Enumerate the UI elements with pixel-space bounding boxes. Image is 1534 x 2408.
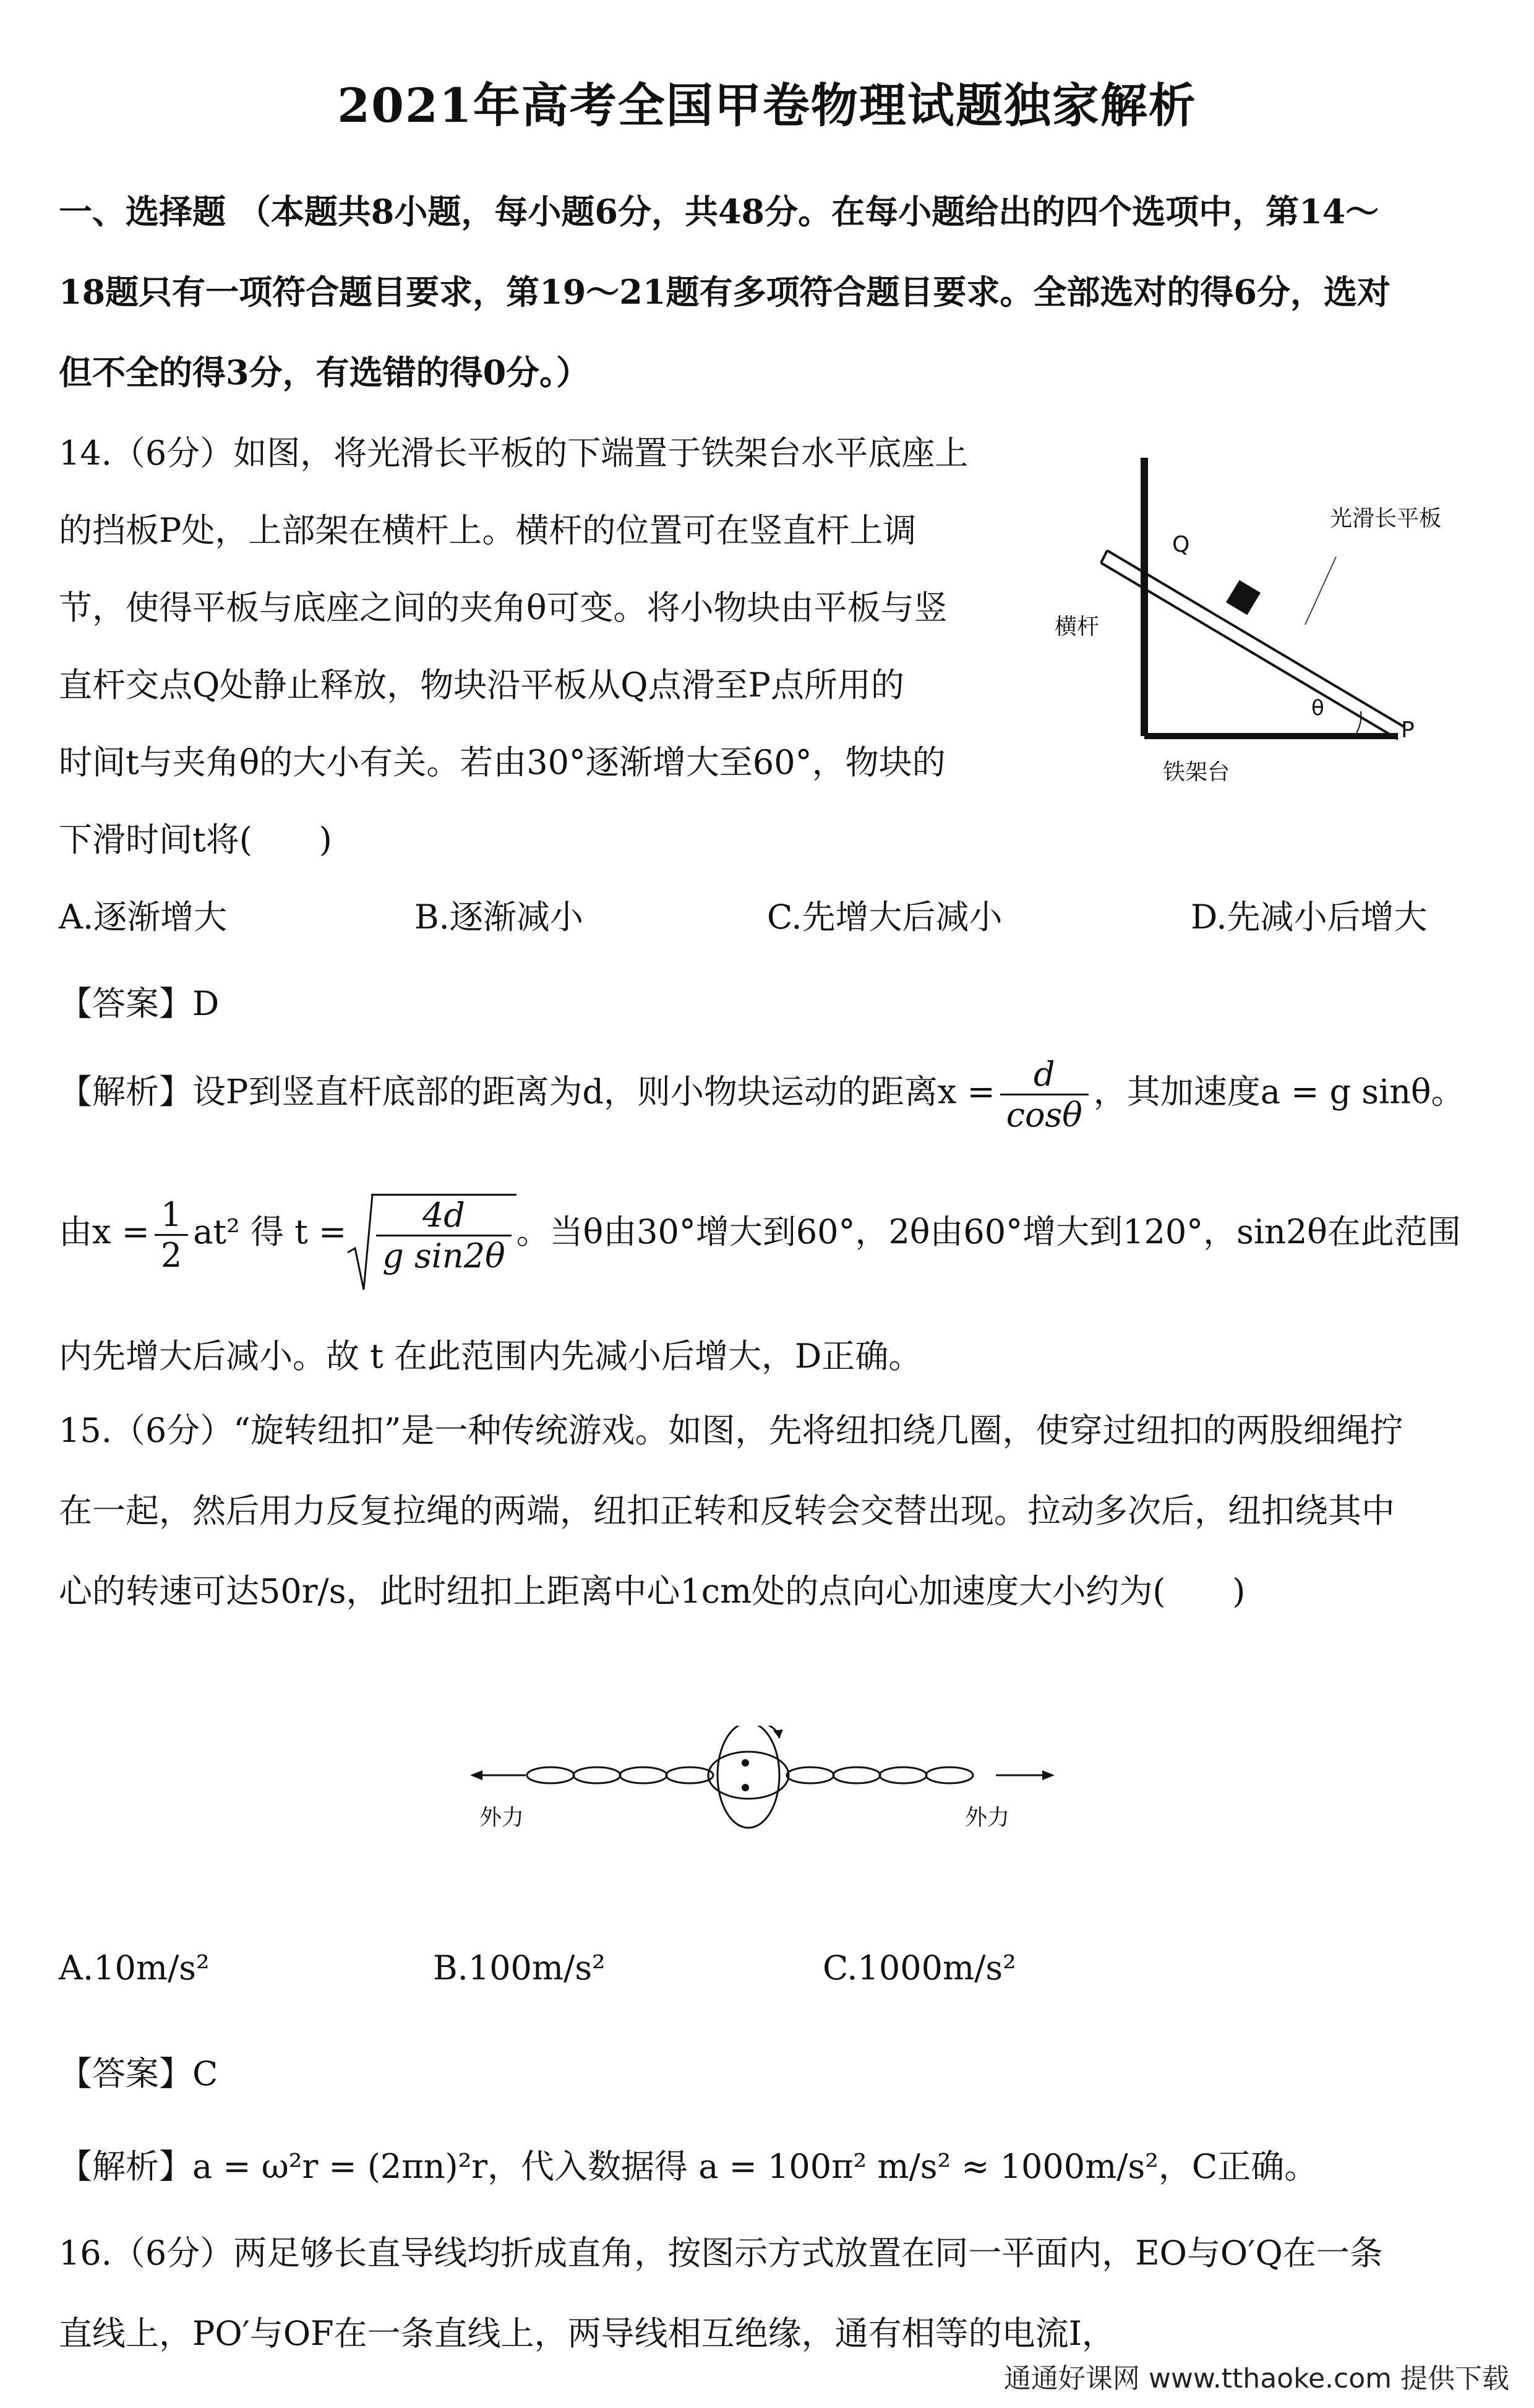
q15-text-line-2: 在一起，然后用力反复拉绳的两端，纽扣正转和反转会交替出现。拉动多次后，纽扣绕其中 (59, 1491, 1395, 1530)
q15-text-line-1: 15.（6分）“旋转纽扣”是一种传统游戏。如图，先将纽扣绕几圈，使穿过纽扣的两股细绳拧 (59, 1411, 1403, 1450)
q14-text-line-5: 时间t与夹角θ的大小有关。若由30°逐渐增大至60°，物块的 (59, 743, 946, 782)
q14-fraction-d-over-cos (1000, 1055, 1089, 1134)
q14-frac-num: d (1000, 1055, 1089, 1095)
q14-label-stand: 铁架台 (1163, 760, 1230, 785)
sqrt-sign-icon (346, 1194, 374, 1293)
q16-text-line-2: 直线上，PO′与OF在一条直线上，两导线相互绝缘，通有相等的电流I， (59, 2314, 1115, 2353)
section-instructions-line-3: 但不全的得3分，有选错的得0分。） (59, 353, 590, 392)
q14-sqrt-expression (346, 1194, 516, 1275)
q14-analysis-1a: 【解析】设P到竖直杆底部的距离为d，则小物块运动的距离x = (59, 1072, 995, 1112)
q14-option-b: B.逐渐减小 (414, 898, 583, 936)
page-title: 2021年高考全国甲卷物理试题独家解析 (337, 78, 1197, 133)
q14-text-line-2: 的挡板P处，上部架在横杆上。横杆的位置可在竖直杆上调 (59, 511, 917, 550)
q15-text-line-3: 心的转速可达50r/s，此时纽扣上距离中心1cm处的点向心加速度大小约为( ) (59, 1572, 1246, 1611)
q14-label-plate: 光滑长平板 (1330, 506, 1442, 531)
q14-incline-figure (1045, 445, 1491, 792)
q14-label-q: Q (1172, 532, 1190, 557)
q14-text-line-6: 下滑时间t将( ) (59, 820, 332, 859)
q14-label-bar: 横杆 (1055, 614, 1100, 640)
q15-label-left-force: 外力 (479, 1805, 525, 1830)
q14-analysis-2a: 由x = (59, 1212, 150, 1251)
q15-button-figure (458, 1726, 1076, 1868)
q14-label-p: P (1401, 718, 1415, 743)
q14-analysis-2c: 。当θ由30°增大到60°，2θ由60°增大到120°，sin2θ在此范围 (516, 1212, 1461, 1251)
q15-label-right-force: 外力 (965, 1805, 1010, 1830)
q15-option-c: C.1000m/s² (823, 1948, 1016, 1987)
q15-answer: 【答案】C (59, 2054, 218, 2093)
q14-text-line-3: 节，使得平板与底座之间的夹角θ可变。将小物块由平板与竖 (59, 588, 948, 627)
q14-half-den: 2 (160, 1235, 182, 1275)
q14-analysis-1b: ，其加速度a = g sinθ。 (1093, 1072, 1465, 1112)
section-instructions-line-1: 一、选择题 （本题共8小题，每小题6分，共48分。在每小题给出的四个选项中，第14～ (59, 192, 1379, 231)
q14-rad-den: g sin2θ (382, 1236, 505, 1275)
footer-watermark: 通通好课网 www.tthaoke.com 提供下载 (1003, 2363, 1509, 2394)
q14-option-d: D.先减小后增大 (1191, 898, 1428, 936)
q14-analysis-line-1 (59, 1055, 1465, 1134)
q15-option-b: B.100m/s² (433, 1948, 606, 1987)
section-instructions-line-2: 18题只有一项符合题目要求，第19～21题有多项符合题目要求。全部选对的得6分，选对 (59, 272, 1391, 312)
q14-option-a: A.逐渐增大 (59, 898, 228, 936)
q14-analysis-line-3: 内先增大后减小。故 t 在此范围内先减小后增大，D正确。 (59, 1337, 922, 1376)
q14-answer: 【答案】D (59, 984, 220, 1023)
q14-fraction-half (155, 1195, 188, 1275)
q14-analysis-line-2 (59, 1194, 1461, 1275)
q14-frac-den: cosθ (1006, 1095, 1082, 1134)
q15-option-a: A.10m/s² (59, 1948, 210, 1987)
q14-half-num: 1 (155, 1195, 188, 1236)
q14-rad-num: 4d (376, 1196, 511, 1236)
q15-analysis: 【解析】a = ω²r = (2πn)²r，代入数据得 a = 100π² m/s² ≈ 1000m/s²，C正确。 (59, 2147, 1318, 2186)
q14-text-line-1: 14.（6分）如图，将光滑长平板的下端置于铁架台水平底座上 (59, 434, 969, 473)
q14-label-theta: θ (1311, 696, 1324, 721)
q14-analysis-2b: at² 得 t = (193, 1212, 347, 1251)
q14-text-line-4: 直杆交点Q处静止释放，物块沿平板从Q点滑至P点所用的 (59, 666, 904, 705)
q16-text-line-1: 16.（6分）两足够长直导线均折成直角，按图示方式放置在同一平面内，EO与O′Q在一条 (59, 2234, 1383, 2273)
q14-option-c: C.先增大后减小 (767, 898, 1003, 936)
